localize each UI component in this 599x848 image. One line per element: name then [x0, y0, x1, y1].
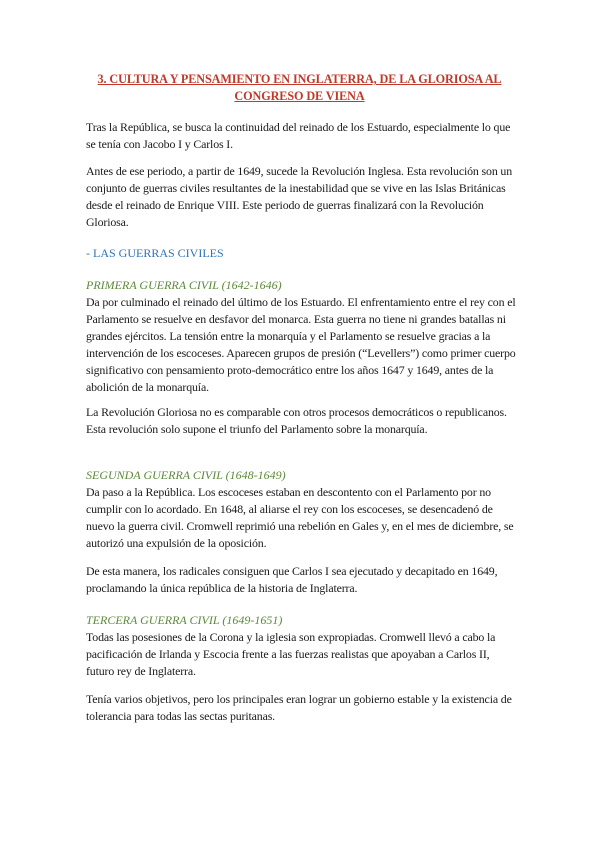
- section-heading-civil-wars: - LAS GUERRAS CIVILES: [86, 246, 224, 260]
- subheading-third-war: TERCERA GUERRA CIVIL (1649-1651): [86, 613, 283, 627]
- subheading-first-war: PRIMERA GUERRA CIVIL (1642-1646): [86, 278, 282, 292]
- paragraph-intro: Tras la República, se busca la continuidad del reinado de los Estuardo, especialmente lo que se tenía con Jacobo I y Carlos I.: [86, 120, 511, 152]
- paragraph-second-war-2: De esta manera, los radicales consiguen que Carlos I sea ejecutado y decapitado en 1649, proclamando la única república de la historia de Inglaterra.: [86, 564, 498, 596]
- paragraph-second-war-1: Da paso a la República. Los escoceses estaban en descontento con el Parlamento por no cumplir con lo acordado. En 1648, al aliarse el rey con los escoceses, se desencadenó de nuevo la guerra civil. Cromwell reprimió una rebelión en Gales y, en el mes de diciembre, se autorizó una expulsión de la oposición.: [86, 485, 514, 551]
- page-title: 3. CULTURA Y PENSAMIENTO EN INGLATERRA, DE LA GLORIOSA AL CONGRESO DE VIENA: [97, 72, 502, 103]
- subheading-second-war: SEGUNDA GUERRA CIVIL (1648-1649): [86, 468, 286, 482]
- paragraph-third-war-2: Tenía varios objetivos, pero los principales eran lograr un gobierno estable y la existencia de tolerancia para todas las sectas puritanas.: [86, 692, 512, 724]
- paragraph-first-war-1: Da por culminado el reinado del último de los Estuardo. El enfrentamiento entre el rey con el Parlamento se resuelve en desfavor del monarca. Esta guerra no tiene ni grandes batallas ni grandes ejércitos. La tensión entre la monarquía y el Parlamento se resuelve gracias a la intervención de los escoceses. Aparecen grupos de presión (“Levellers”) como primer cuerpo significativo con pensamiento proto-democrático entre los años 1647 y 1649, antes de la abolición de la monarquía.: [86, 295, 516, 395]
- paragraph-first-war-2: La Revolución Gloriosa no es comparable con otros procesos democráticos o republicanos. Esta revolución solo supone el triunfo del Parlamento sobre la monarquía.: [86, 405, 507, 437]
- paragraph-third-war-1: Todas las posesiones de la Corona y la iglesia son expropiadas. Cromwell llevó a cabo la pacificación de Irlanda y Escocia frente a las fuerzas realistas que apoyaban a Carlos II, futuro rey de Inglaterra.: [86, 630, 496, 679]
- paragraph-revolution: Antes de ese periodo, a partir de 1649, sucede la Revolución Inglesa. Esta revolución son un conjunto de guerras civiles resultantes de la inestabilidad que se vive en las Islas Británicas desde el reinado de Enrique VIII. Este periodo de guerras finalizará con la Revolución Gloriosa.: [86, 164, 513, 230]
